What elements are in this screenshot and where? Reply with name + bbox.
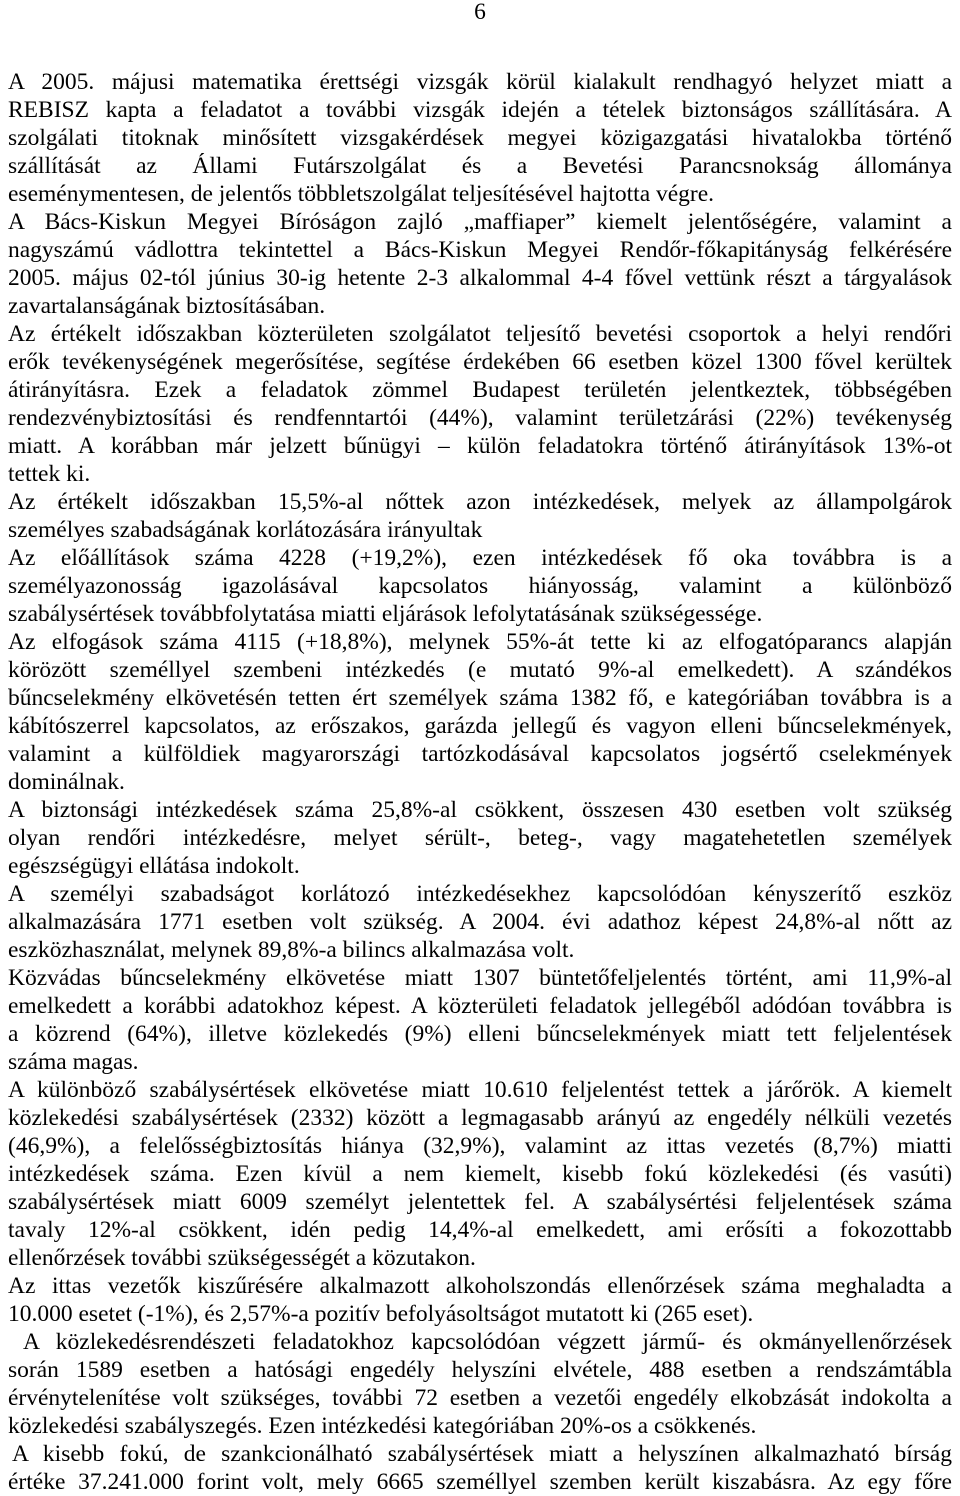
text-line: valamint a külföldiek magyarországi tartózkodásával kapcsolatos jogsértő cselekmények (8, 741, 952, 767)
text-line: A Bács-Kiskun Megyei Bíróságon zajló „maffiaper” kiemelt jelentőségére, valamint a (8, 209, 952, 235)
page-number: 6 (474, 0, 486, 25)
text-line: Az értékelt időszakban 15,5%-al nőttek azon intézkedések, melyek az állampolgárok (8, 489, 952, 515)
text-line: egészségügyi ellátása indokolt. (8, 853, 300, 879)
text-line: kábítószerrel kapcsolatos, az erőszakos, garázda jellegű és vagyon elleni bűncselekmények, (8, 713, 952, 739)
text-line: nagyszámú vádlottra tekintettel a Bács-Kiskun Megyei Rendőr-főkapitányság felkérésére (8, 237, 952, 263)
text-line: során 1589 esetben a hatósági engedély helyszíni elvétele, 488 esetben a rendszámtábla (8, 1357, 952, 1383)
paragraph (8, 628, 952, 796)
text-line: szabálysértések miatt 6009 személyt jelentettek fel. A szabálysértési feljelentések száma (8, 1189, 952, 1215)
paragraph (8, 796, 952, 880)
text-line: Közvádas bűncselekmény elkövetése miatt 1307 büntetőfeljelentés történt, ami 11,9%-al (8, 965, 952, 991)
paragraph (8, 208, 952, 320)
text-line: emelkedett a korábbi adatokhoz képest. A közterületi feladatok jellegéből adódóan továbbra is (8, 993, 952, 1019)
text-line: Az ittas vezetők kiszűrésére alkalmazott alkoholszondás ellenőrzések száma meghaladta a (8, 1273, 952, 1299)
text-line: A 2005. májusi matematika érettségi vizsgák körül kialakult rendhagyó helyzet miatt a (8, 69, 952, 95)
text-line: REBISZ kapta a feladatot a további vizsgák idején a tételek biztonságos szállítására. A (8, 97, 952, 123)
text-line: bűncselekmény elkövetésén tetten ért személyek száma 1382 fő, e kategóriában továbbra is a (8, 685, 952, 711)
text-line: szállítását az Állami Futárszolgálat és a Bevetési Parancsnokság állománya (8, 153, 952, 179)
text-line: tavaly 12%-al csökkent, idén pedig 14,4%-al emelkedett, ami erősíti a fokozottabb (8, 1217, 952, 1243)
paragraph (8, 1272, 952, 1328)
paragraph (8, 488, 952, 544)
text-line: tettek ki. (8, 461, 91, 487)
paragraph (8, 68, 952, 208)
text-line: A biztonsági intézkedések száma 25,8%-al csökkent, összesen 430 esetben volt szükség (8, 797, 952, 823)
body-text (8, 68, 952, 1496)
text-line: Az előállítások száma 4228 (+19,2%), ezen intézkedések fő oka továbbra is a (8, 545, 952, 571)
paragraph (8, 1440, 952, 1496)
text-line: alkalmazására 1771 esetben volt szükség. A 2004. évi adathoz képest 24,8%-al nőtt az (8, 909, 952, 935)
text-line: A közlekedésrendészeti feladatokhoz kapcsolódóan végzett jármű- és okmányellenőrzések (23, 1329, 952, 1355)
text-line: személyes szabadságának korlátozására irányultak (8, 517, 483, 543)
text-line: szolgálati titoknak minősített vizsgakérdések megyei közigazgatási hivatalokba történő (8, 125, 952, 151)
text-line: a közrend (64%), illetve közlekedés (9%) elleni bűncselekmények miatt tett feljelentések (8, 1021, 952, 1047)
text-line: erők tevékenységének megerősítése, segítése érdekében 66 esetben közel 1300 fővel kerültek (8, 349, 952, 375)
text-line: körözött személlyel szembeni intézkedés (e mutató 9%-al emelkedett). A szándékos (8, 657, 952, 683)
text-line: személyazonosság igazolásával kapcsolatos hiányosság, valamint a különböző (8, 573, 952, 599)
paragraph (8, 544, 952, 628)
text-line: A személyi szabadságot korlátozó intézkedésekhez kapcsolódóan kényszerítő eszköz (8, 881, 952, 907)
text-line: A különböző szabálysértések elkövetése miatt 10.610 feljelentést tettek a járőrök. A kiemelt (8, 1077, 952, 1103)
paragraph (8, 320, 952, 488)
text-line: száma magas. (8, 1049, 139, 1075)
text-line: dominálnak. (8, 769, 125, 795)
text-line: közlekedési szabályszegés. Ezen intézkedési kategóriában 20%-os a csökkenés. (8, 1413, 757, 1439)
paragraph (8, 1328, 952, 1440)
text-line: Az elfogások száma 4115 (+18,8%), melynek 55%-át tette ki az elfogatóparancs alapján (8, 629, 952, 655)
text-line: szabálysértések továbbfolytatása miatti eljárások lefolytatásának szükségessége. (8, 601, 763, 627)
text-line: A kisebb fokú, de szankcionálható szabálysértések miatt a helyszínen alkalmazható bírság (12, 1441, 952, 1467)
text-line: értéke 37.241.000 forint volt, mely 6665 személlyel szemben került kiszabásra. Az egy főre (8, 1469, 952, 1495)
text-line: olyan rendőri intézkedésre, melyet sérült-, beteg-, vagy magatehetetlen személyek (8, 825, 952, 851)
text-line: rendezvénybiztosítási és rendfenntartói (44%), valamint területzárási (22%) tevékenység (8, 405, 952, 431)
text-line: érvénytelenítése volt szükséges, további 72 esetben a vezetői engedély elkobzását indokolta a (8, 1385, 952, 1411)
paragraph (8, 880, 952, 964)
text-line: ellenőrzések további szükségességét a közutakon. (8, 1245, 476, 1271)
text-line: eszközhasználat, melynek 89,8%-a bilincs alkalmazása volt. (8, 937, 575, 963)
text-line: 10.000 esetet (-1%), és 2,57%-a pozitív befolyásoltságot mutatott ki (265 eset). (8, 1301, 754, 1327)
text-line: eseménymentesen, de jelentős többletszolgálat teljesítésével hajtotta végre. (8, 181, 715, 207)
text-line: 2005. május 02-tól június 30-ig hetente 2-3 alkalommal 4-4 fővel vettünk részt a tárgyalások (8, 265, 952, 291)
text-line: zavartalanságának biztosításában. (8, 293, 326, 319)
text-line: miatt. A korábban már jelzett bűnügyi – külön feladatokra történő átirányítások 13%-ot (8, 433, 952, 459)
text-line: intézkedések száma. Ezen kívül a nem kiemelt, kisebb fokú közlekedési (és vasúti) (8, 1161, 952, 1187)
text-line: közlekedési szabálysértések (2332) között a legmagasabb arányú az engedély nélküli vezetés (8, 1105, 952, 1131)
text-line: átirányításra. Ezek a feladatok zömmel Budapest területén jelentkeztek, többségében (8, 377, 952, 403)
paragraph (8, 1076, 952, 1272)
text-line: (46,9%), a felelősségbiztosítás hiánya (32,9%), valamint az ittas vezetés (8,7%) miatti (8, 1133, 952, 1159)
paragraph (8, 964, 952, 1076)
text-line: Az értékelt időszakban közterületen szolgálatot teljesítő bevetési csoportok a helyi rendőri (8, 321, 952, 347)
